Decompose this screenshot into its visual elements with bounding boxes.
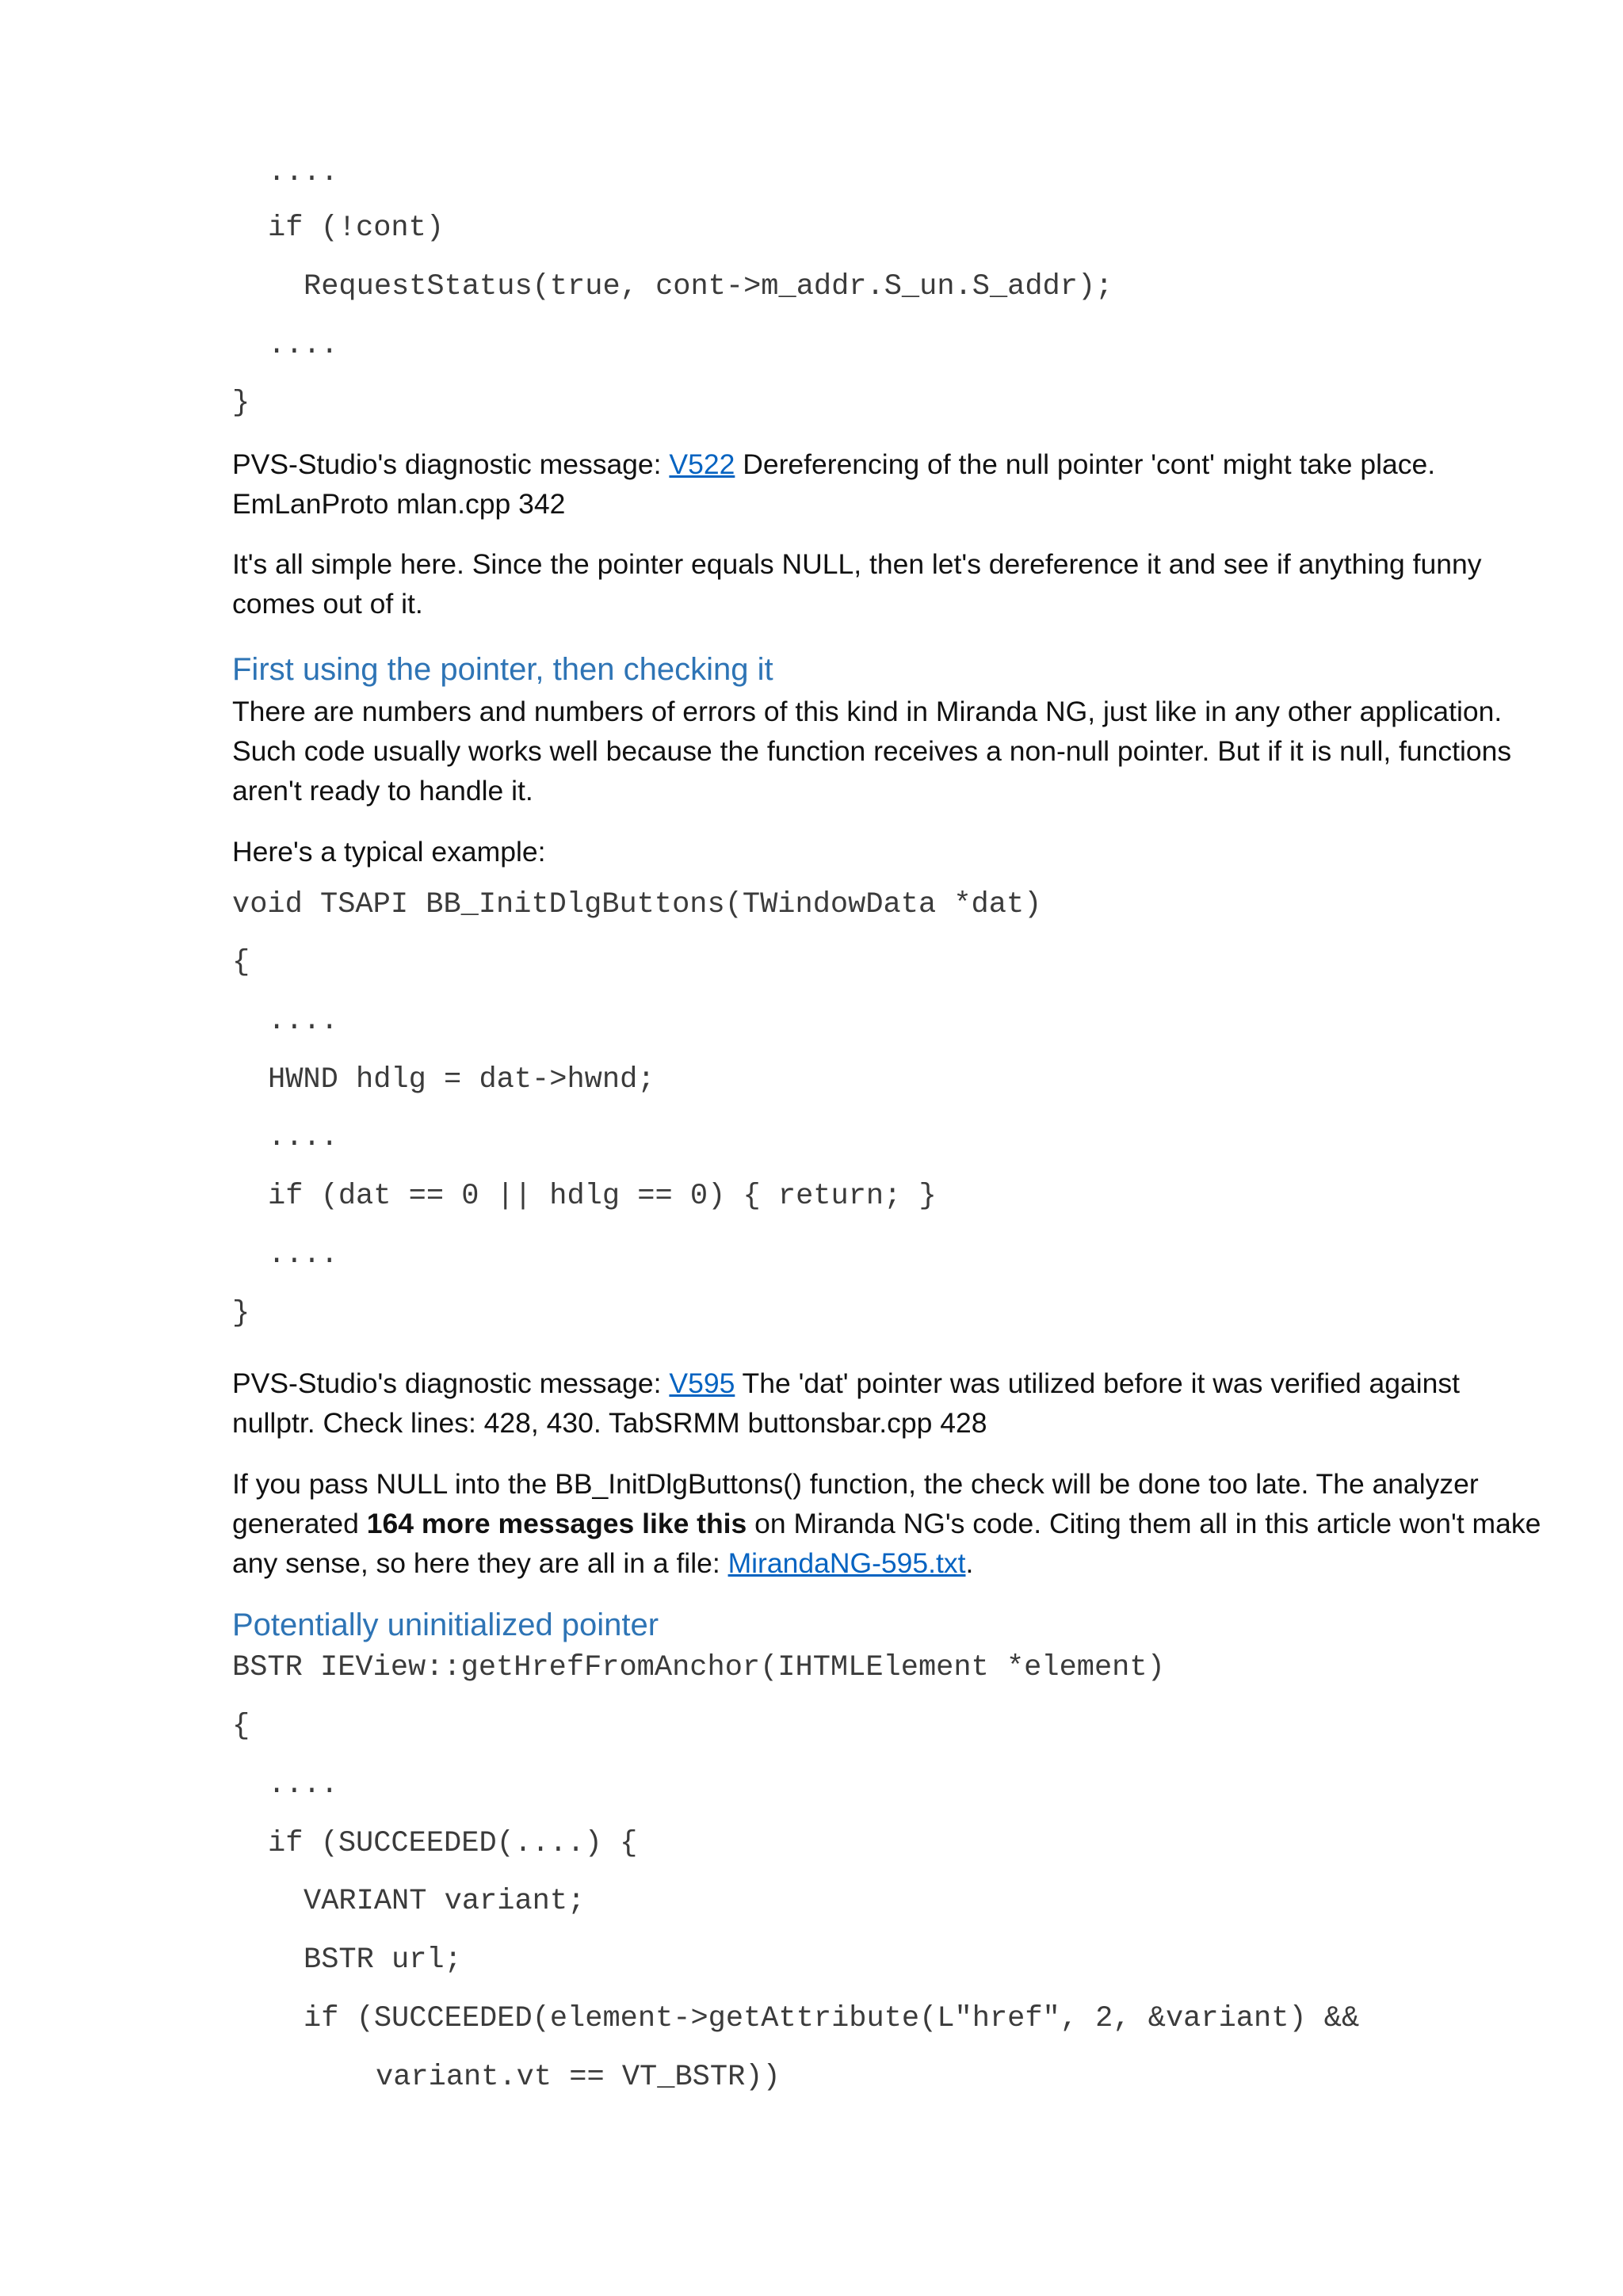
code-line: BSTR IEView::getHrefFromAnchor(IHTMLElement *element) bbox=[232, 1651, 1165, 1684]
paragraph-line: aren't ready to handle it. bbox=[232, 775, 533, 807]
diagnostic-prefix: PVS-Studio's diagnostic message: bbox=[232, 1367, 670, 1399]
paragraph-errors-kind bbox=[232, 692, 1512, 810]
code-line: { bbox=[232, 1710, 250, 1743]
paragraph-text: . bbox=[965, 1547, 974, 1579]
code-line: BSTR url; bbox=[304, 1943, 462, 1977]
code-line: .... bbox=[268, 1005, 338, 1038]
diagnostic-location: EmLanProto mlan.cpp 342 bbox=[232, 488, 566, 520]
code-line: if (SUCCEEDED(element->getAttribute(L"href", 2, &variant) && bbox=[304, 2002, 1360, 2035]
diagnostic-message-1 bbox=[232, 444, 1508, 524]
code-line: .... bbox=[268, 1121, 338, 1154]
code-line: if (SUCCEEDED(....) { bbox=[268, 1827, 638, 1860]
section-heading-first-using-pointer: First using the pointer, then checking it bbox=[232, 652, 773, 687]
code-line: .... bbox=[268, 1238, 338, 1272]
paragraph-late-check bbox=[232, 1464, 1541, 1583]
paragraph-line: Here's a typical example: bbox=[232, 836, 546, 868]
paragraph-text: generated bbox=[232, 1508, 367, 1539]
file-link-mirandang-595[interactable]: MirandaNG-595.txt bbox=[727, 1547, 966, 1579]
section-heading-uninitialized-pointer: Potentially uninitialized pointer bbox=[232, 1608, 659, 1642]
diagnostic-location: nullptr. Check lines: 428, 430. TabSRMM buttonsbar.cpp 428 bbox=[232, 1407, 987, 1439]
bold-count-text: 164 more messages like this bbox=[366, 1508, 747, 1539]
paragraph-line: comes out of it. bbox=[232, 588, 423, 620]
code-line: void TSAPI BB_InitDlgButtons(TWindowData *dat) bbox=[232, 888, 1042, 921]
paragraph-simple bbox=[232, 544, 1508, 624]
code-line: HWND hdlg = dat->hwnd; bbox=[268, 1063, 655, 1097]
code-line: .... bbox=[268, 329, 338, 362]
diagnostic-link-v522[interactable]: V522 bbox=[669, 448, 735, 480]
code-line: } bbox=[232, 387, 250, 420]
code-line: if (!cont) bbox=[268, 212, 445, 245]
code-line: } bbox=[232, 1297, 250, 1330]
paragraph-line: Such code usually works well because the function receives a non-null pointer. But if it is null, functions bbox=[232, 735, 1512, 767]
code-line: variant.vt == VT_BSTR)) bbox=[376, 2061, 781, 2094]
code-line: .... bbox=[268, 1768, 338, 1802]
paragraph-text: on Miranda NG's code. Citing them all in this article won't make bbox=[747, 1508, 1541, 1539]
code-line: VARIANT variant; bbox=[304, 1885, 586, 1918]
code-line: RequestStatus(true, cont->m_addr.S_un.S_addr); bbox=[304, 270, 1113, 303]
code-line: .... bbox=[268, 156, 338, 189]
paragraph-example-intro bbox=[232, 832, 1508, 871]
paragraph-line: If you pass NULL into the BB_InitDlgButtons() function, the check will be done too late. The analyzer bbox=[232, 1468, 1479, 1500]
diagnostic-message-2 bbox=[232, 1363, 1508, 1443]
paragraph-text: any sense, so here they are all in a file: bbox=[232, 1547, 728, 1579]
paragraph-line: There are numbers and numbers of errors of this kind in Miranda NG, just like in any other application. bbox=[232, 696, 1503, 727]
diagnostic-text: Dereferencing of the null pointer 'cont' might take place. bbox=[735, 448, 1436, 480]
paragraph-line: It's all simple here. Since the pointer equals NULL, then let's dereference it and see if anything funny bbox=[232, 548, 1482, 580]
code-line: if (dat == 0 || hdlg == 0) { return; } bbox=[268, 1180, 937, 1213]
diagnostic-text: The 'dat' pointer was utilized before it was verified against bbox=[735, 1367, 1461, 1399]
diagnostic-prefix: PVS-Studio's diagnostic message: bbox=[232, 448, 670, 480]
code-line: { bbox=[232, 946, 250, 979]
diagnostic-link-v595[interactable]: V595 bbox=[669, 1367, 735, 1399]
